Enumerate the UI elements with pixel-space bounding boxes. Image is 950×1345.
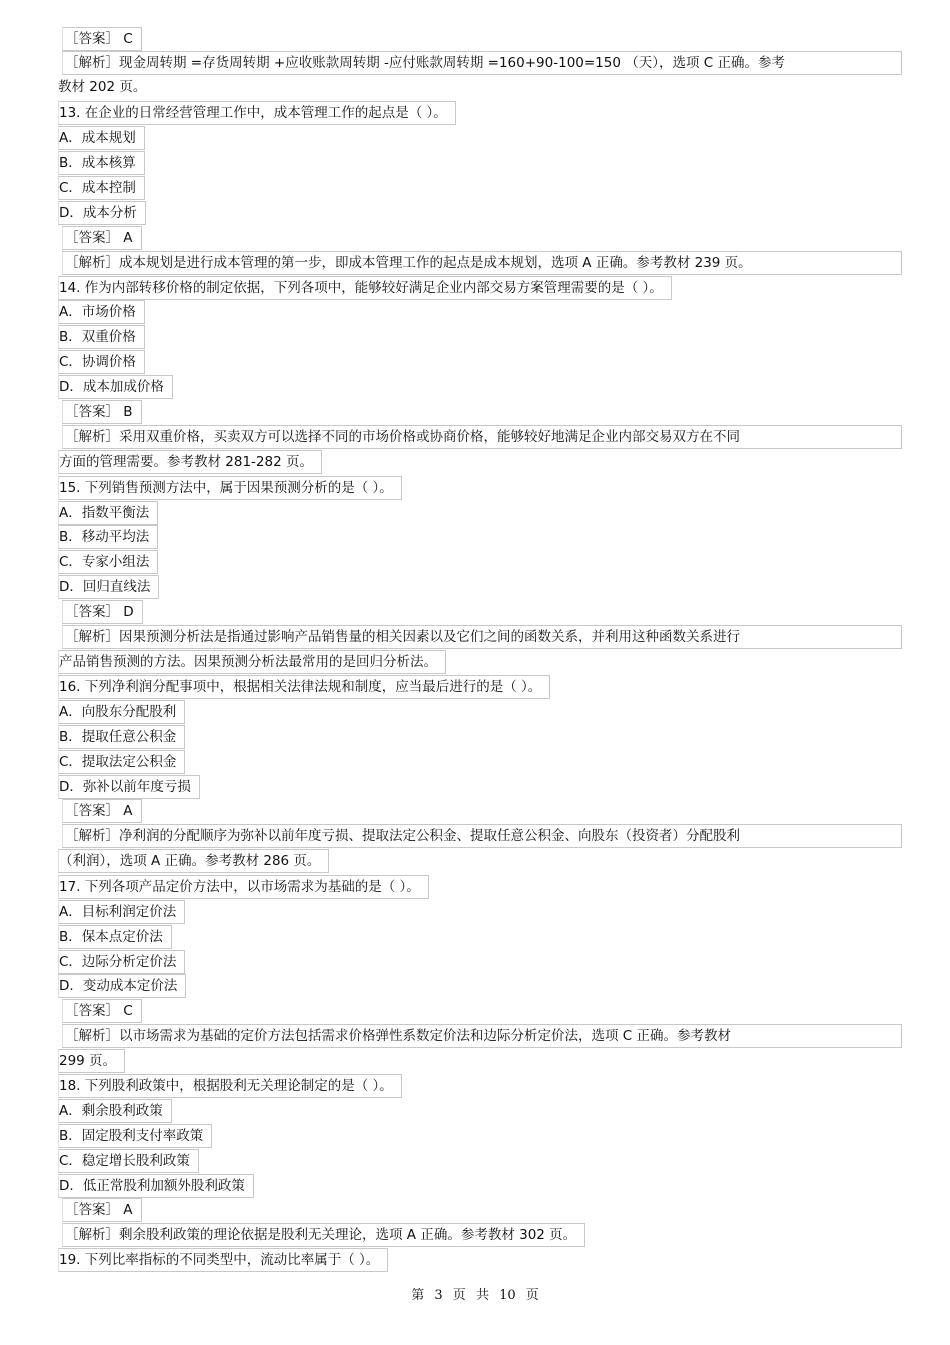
option-line: A．市场价格 <box>58 300 145 324</box>
option-line: A．目标利润定价法 <box>58 900 185 924</box>
option-line: C．协调价格 <box>58 350 145 374</box>
option-line: C．稳定增长股利政策 <box>58 1149 199 1173</box>
question-18: 18. 下列股利政策中，根据股利无关理论制定的是（ ）。 <box>58 1074 402 1098</box>
option-line: B．移动平均法 <box>58 525 158 549</box>
explanation-line: 方面的管理需要。参考教材 281-282 页。 <box>58 450 322 474</box>
option-line: C．成本控制 <box>58 176 145 200</box>
option-line: A．向股东分配股利 <box>58 700 185 724</box>
explanation-line: 教材 202 页。 <box>58 79 147 95</box>
answer-line: ［答案］ A <box>62 799 142 823</box>
option-line: B．保本点定价法 <box>58 925 172 949</box>
option-line: D．成本加成价格 <box>58 375 173 399</box>
footer-ye: 页 <box>525 1288 539 1303</box>
explanation-line: ［解析］现金周转期 =存货周转期 +应收账款周转期 -应付账款周转期 =160+90-100=150 （天），选项 C 正确。参考 <box>62 51 902 75</box>
explanation-line: 299 页。 <box>58 1049 125 1073</box>
option-line: D．低正常股利加额外股利政策 <box>58 1174 254 1198</box>
option-line: A．成本规划 <box>58 126 145 150</box>
option-line: B．成本核算 <box>58 151 145 175</box>
question-19: 19. 下列比率指标的不同类型中，流动比率属于（ ）。 <box>58 1248 388 1272</box>
option-line: A．剩余股利政策 <box>58 1099 172 1123</box>
option-line: B．固定股利支付率政策 <box>58 1124 212 1148</box>
option-line: D．弥补以前年度亏损 <box>58 775 200 799</box>
answer-line: ［答案］ C <box>62 999 142 1023</box>
footer-page-number: 3 <box>434 1288 443 1303</box>
explanation-line: 产品销售预测的方法。因果预测分析法最常用的是回归分析法。 <box>58 650 446 674</box>
explanation-line: ［解析］因果预测分析法是指通过影响产品销售量的相关因素以及它们之间的函数关系，并利用这种函数关系进行 <box>62 625 902 649</box>
question-14: 14. 作为内部转移价格的制定依据，下列各项中，能够较好满足企业内部交易方案管理需要的是（ ）。 <box>58 276 672 300</box>
answer-line: ［答案］ A <box>62 1198 142 1222</box>
answer-line: ［答案］ C <box>62 27 142 51</box>
option-line: C．边际分析定价法 <box>58 950 185 974</box>
explanation-line: ［解析］成本规划是进行成本管理的第一步，即成本管理工作的起点是成本规划，选项 A 正确。参考教材 239 页。 <box>62 251 902 275</box>
answer-line: ［答案］ A <box>62 226 142 250</box>
page-footer <box>0 1284 950 1303</box>
option-line: C．提取法定公积金 <box>58 750 185 774</box>
question-15: 15. 下列销售预测方法中，属于因果预测分析的是（ ）。 <box>58 476 402 500</box>
footer-gong: 共 <box>475 1288 489 1303</box>
footer-ye: 页 <box>452 1288 466 1303</box>
option-line: B．提取任意公积金 <box>58 725 185 749</box>
explanation-line: ［解析］净利润的分配顺序为弥补以前年度亏损、提取法定公积金、提取任意公积金、向股东（投资者）分配股利 <box>62 824 902 848</box>
question-16: 16. 下列净利润分配事项中，根据相关法律法规和制度，应当最后进行的是（ ）。 <box>58 675 550 699</box>
option-line: A．指数平衡法 <box>58 501 158 525</box>
explanation-line: ［解析］以市场需求为基础的定价方法包括需求价格弹性系数定价法和边际分析定价法，选项 C 正确。参考教材 <box>62 1024 902 1048</box>
option-line: C．专家小组法 <box>58 550 158 574</box>
explanation-line: （利润），选项 A 正确。参考教材 286 页。 <box>58 849 329 873</box>
explanation-line: ［解析］采用双重价格，买卖双方可以选择不同的市场价格或协商价格，能够较好地满足企业内部交易双方在不同 <box>62 425 902 449</box>
explanation-line: ［解析］剩余股利政策的理论依据是股利无关理论，选项 A 正确。参考教材 302 页。 <box>62 1223 585 1247</box>
answer-line: ［答案］ B <box>62 400 142 424</box>
question-13: 13. 在企业的日常经营管理工作中，成本管理工作的起点是（ ）。 <box>58 101 456 125</box>
footer-total-pages: 10 <box>499 1288 516 1303</box>
question-17: 17. 下列各项产品定价方法中，以市场需求为基础的是（ ）。 <box>58 875 429 899</box>
option-line: D．回归直线法 <box>58 575 159 599</box>
option-line: D．变动成本定价法 <box>58 974 186 998</box>
option-line: D．成本分析 <box>58 201 146 225</box>
option-line: B．双重价格 <box>58 325 145 349</box>
answer-line: ［答案］ D <box>62 600 143 624</box>
footer-di: 第 <box>411 1288 425 1303</box>
